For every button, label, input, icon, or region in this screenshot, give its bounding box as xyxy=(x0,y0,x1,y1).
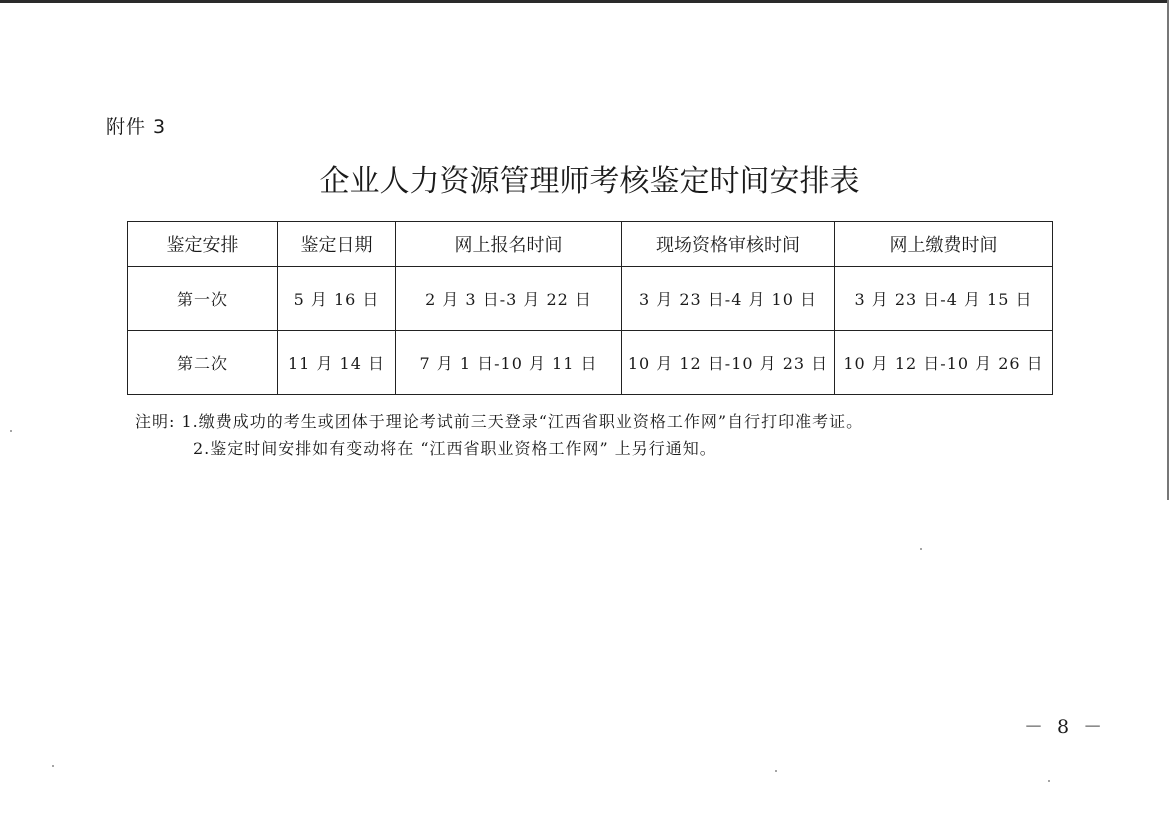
header-cell-online-registration: 网上报名时间 xyxy=(396,222,622,267)
table-row xyxy=(128,267,1053,331)
table-cell: 11 月 14 日 xyxy=(278,331,396,395)
scan-border-top xyxy=(0,0,1169,3)
header-cell-arrangement: 鉴定安排 xyxy=(128,222,278,267)
scan-speck xyxy=(920,548,922,550)
schedule-table xyxy=(127,221,1053,395)
table-cell: 第二次 xyxy=(128,331,278,395)
table-cell: 3 月 23 日-4 月 15 日 xyxy=(835,267,1053,331)
table-row xyxy=(128,331,1053,395)
note-line-1: 注明: 1.缴费成功的考生或团体于理论考试前三天登录“江西省职业资格工作网”自行打印准考证。 xyxy=(135,412,864,431)
table-header-row xyxy=(128,222,1053,267)
document-title: 企业人力资源管理师考核鉴定时间安排表 xyxy=(319,164,860,199)
scan-speck xyxy=(10,430,12,432)
notes-block xyxy=(135,408,863,462)
header-cell-online-payment: 网上缴费时间 xyxy=(835,222,1053,267)
table-cell: 10 月 12 日-10 月 23 日 xyxy=(622,331,835,395)
table-cell: 5 月 16 日 xyxy=(278,267,396,331)
table-cell: 10 月 12 日-10 月 26 日 xyxy=(835,331,1053,395)
scan-speck xyxy=(52,765,54,767)
note-line-2: 2.鉴定时间安排如有变动将在 “江西省职业资格工作网” 上另行通知。 xyxy=(193,439,717,458)
table-cell: 3 月 23 日-4 月 10 日 xyxy=(622,267,835,331)
table-cell: 2 月 3 日-3 月 22 日 xyxy=(396,267,622,331)
scan-speck xyxy=(1048,780,1050,782)
header-cell-exam-date: 鉴定日期 xyxy=(278,222,396,267)
page-number: － 8 － xyxy=(1024,716,1107,738)
table-cell: 7 月 1 日-10 月 11 日 xyxy=(396,331,622,395)
attachment-label: 附件 3 xyxy=(106,116,167,138)
table-cell: 第一次 xyxy=(128,267,278,331)
scan-speck xyxy=(775,770,777,772)
header-cell-onsite-review: 现场资格审核时间 xyxy=(622,222,835,267)
